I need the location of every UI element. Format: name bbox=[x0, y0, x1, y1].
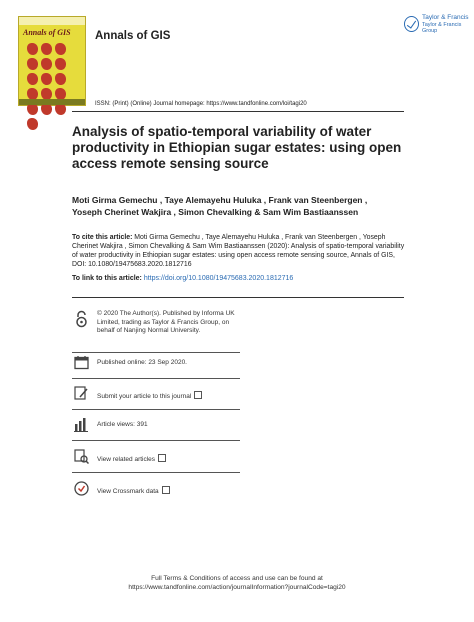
publisher-group: Taylor & Francis Group bbox=[421, 21, 462, 35]
published-row bbox=[74, 355, 187, 370]
footer-link[interactable]: https://www.tandfonline.com/action/journalInformation?journalCode=tagi20 bbox=[128, 584, 346, 591]
link-label: To link to this article: bbox=[72, 275, 142, 282]
divider bbox=[72, 297, 404, 298]
crossmark-row[interactable] bbox=[74, 481, 170, 497]
views-text: Article views: 391 bbox=[97, 421, 148, 428]
divider bbox=[72, 111, 404, 112]
submit-link[interactable]: Submit your article to this journal bbox=[97, 386, 202, 402]
authors-line-1: Moti Girma Gemechu , Taye Alemayehu Huluka , Frank van Steenbergen , bbox=[72, 195, 368, 205]
bar-chart-icon bbox=[74, 417, 89, 432]
divider bbox=[72, 472, 240, 473]
publisher-name: Taylor & Francis bbox=[421, 14, 469, 21]
crossmark-icon bbox=[74, 481, 89, 496]
external-link-icon bbox=[194, 391, 202, 399]
published-text: Published online: 23 Sep 2020. bbox=[97, 359, 187, 366]
calendar-icon bbox=[74, 355, 89, 370]
open-access-icon bbox=[74, 310, 89, 325]
publisher-logo-icon bbox=[404, 16, 419, 32]
cover-title: Annals of GIS bbox=[23, 28, 71, 37]
related-row[interactable] bbox=[74, 449, 166, 465]
crossmark-link[interactable]: View Crossmark data bbox=[97, 481, 170, 497]
license-row bbox=[74, 310, 237, 336]
cover-illustration bbox=[27, 43, 79, 130]
divider bbox=[72, 378, 240, 379]
article-link bbox=[72, 275, 293, 282]
journal-name: Annals of GIS bbox=[95, 30, 171, 42]
license-text: © 2020 The Author(s). Published by Informa UK Limited, trading as Taylor & Francis Group, on behalf of Nanjing Normal University. bbox=[97, 310, 235, 334]
pencil-icon bbox=[74, 386, 89, 401]
publisher-logo[interactable] bbox=[404, 14, 474, 35]
divider bbox=[72, 409, 240, 410]
submit-row[interactable] bbox=[74, 386, 202, 402]
journal-cover[interactable] bbox=[18, 16, 86, 106]
article-authors bbox=[72, 194, 407, 218]
issn-line: ISSN: (Print) (Online) Journal homepage: https://www.tandfonline.com/loi/tagi20 bbox=[95, 101, 307, 107]
divider bbox=[72, 352, 240, 353]
related-link[interactable]: View related articles bbox=[97, 449, 166, 465]
document-icon bbox=[74, 449, 89, 464]
citation-label: To cite this article: bbox=[72, 234, 133, 241]
divider bbox=[72, 440, 240, 441]
doi-link[interactable]: https://doi.org/10.1080/19475683.2020.1812716 bbox=[143, 275, 294, 282]
footer bbox=[0, 574, 474, 592]
citation bbox=[72, 233, 407, 269]
cover-top-strip bbox=[19, 17, 85, 25]
footer-line-1: Full Terms & Conditions of access and use can be found at bbox=[151, 575, 323, 582]
external-link-icon bbox=[158, 454, 166, 462]
article-title: Analysis of spatio-temporal variability of water productivity in Ethiopian sugar estates: using open access remote sensing source bbox=[72, 124, 402, 171]
cover-bottom-strip bbox=[19, 99, 85, 105]
views-row bbox=[74, 417, 148, 432]
external-link-icon bbox=[162, 486, 170, 494]
citation-text: Moti Girma Gemechu , Taye Alemayehu Huluka , Frank van Steenbergen , Yoseph Cherinet Wakjira , Simon Chevalking & Sam Wim Bastiaanssen (2020): Analysis of spatio-temporal variability of water productivity in Ethiopian sugar estates: using open access remote sensing source, Annals of GIS, DOI: 10.1080/19475683.2020.1812716 bbox=[72, 234, 405, 268]
authors-line-2: Yoseph Cherinet Wakjira , Simon Chevalking & Sam Wim Bastiaanssen bbox=[72, 207, 359, 217]
